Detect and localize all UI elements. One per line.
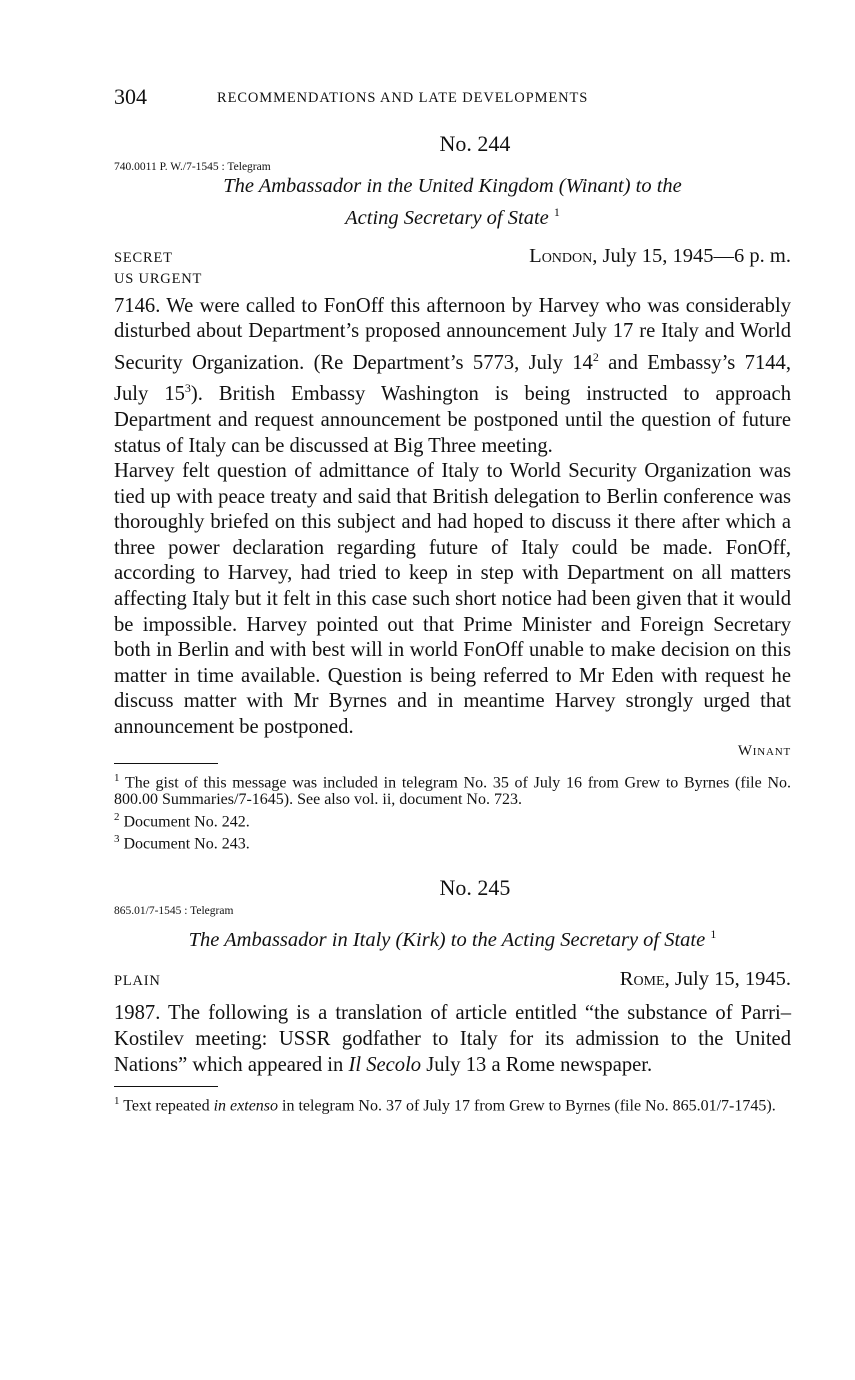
doc-244-para1-c: ). British Embassy Washington is being instructed to approach Department and request announcement be postponed until the question of future status of Italy can be discussed at Big Three meeting.: [114, 383, 791, 457]
doc-245-dateline-place: Rome: [619, 968, 665, 991]
footnote-text-b: in telegram No. 37 of July 17 from Grew to Byrnes (file No. 865.01/7-1745).: [278, 1097, 776, 1115]
doc-245-title-text: The Ambassador in Italy (Kirk) to the Acting Secretary of State: [188, 928, 706, 951]
doc-244-footnote-ref-3[interactable]: 3: [184, 381, 191, 396]
footnote-mark: 1: [114, 771, 120, 784]
footnote-mark: 3: [114, 832, 120, 845]
doc-244-title-line1: The Ambassador in the United Kingdom (Winant) to the: [223, 175, 682, 197]
doc-244-footnote-ref-2[interactable]: 2: [592, 350, 599, 365]
doc-244-body: [114, 294, 791, 741]
doc-244-footnote-3: [114, 831, 791, 853]
footnote-rule: [114, 1086, 218, 1087]
footnote-text: Document No. 243.: [119, 835, 250, 853]
doc-244-para1-a: 7146. We were called to FonOff this afternoon by Harvey who was considerably disturbed about Department’s proposed announcement July 17 re Italy and World Security Organization. (Re Department’s 5773, July 14: [114, 294, 791, 374]
footnote-mark: 2: [114, 810, 120, 823]
doc-245-footnote-1: [114, 1093, 791, 1115]
doc-244-classification: SECRET: [114, 249, 173, 266]
footnote-text-a: Text repeated: [119, 1097, 214, 1115]
doc-245-paragraph-1: [114, 1001, 791, 1078]
doc-244-meta-row: [114, 245, 791, 268]
doc-244-priority: US URGENT: [114, 270, 203, 287]
doc-245-para1-b: July 13 a Rome newspaper.: [421, 1053, 653, 1076]
doc-244-paragraph-1: [114, 294, 791, 459]
doc-244-title-line2: Acting Secretary of State: [345, 206, 549, 229]
doc-245-newspaper-name: Il Secolo: [348, 1053, 422, 1076]
doc-245-dateline-rest: , July 15, 1945.: [664, 968, 791, 991]
doc-245-classification: PLAIN: [114, 973, 161, 990]
footnote-mark: 1: [114, 1095, 120, 1108]
doc-244-footnote-2: [114, 809, 791, 831]
doc-244-dateline-place: London: [529, 244, 593, 267]
doc-244-footnotes: [114, 770, 791, 853]
doc-244-para1-b: and Embassy’s 7144, July 15: [114, 351, 791, 406]
page-number: 304: [114, 84, 147, 109]
footnote-rule: [114, 763, 218, 764]
doc-244-file-ref: 740.0011 P. W./7-1545 : Telegram: [114, 161, 271, 173]
running-head: [114, 84, 791, 114]
doc-245-footnotes: [114, 1093, 791, 1115]
footnote-text-italic: in extenso: [213, 1097, 279, 1115]
doc-245-meta-row: [114, 968, 791, 991]
doc-245-file-ref: 865.01/7-1545 : Telegram: [114, 904, 234, 917]
doc-245-title: [114, 921, 791, 953]
doc-244-footnote-1: [114, 770, 791, 809]
doc-244-dateline: [529, 245, 791, 268]
doc-245-body: [114, 1001, 791, 1078]
running-head-title: RECOMMENDATIONS AND LATE DEVELOPMENTS: [217, 90, 589, 106]
footnote-text: Document No. 242.: [119, 813, 250, 831]
doc-244-paragraph-2: Harvey felt question of admittance of Italy to World Security Organization was tied up with peace treaty and said that British delegation to Berlin conference was thoroughly briefed on this subject and had hoped to discuss it there after which a three power declaration regarding future of Italy could be made. FonOff, according to Harvey, had tried to keep in step with Department on all matters affecting Italy but it felt in this case such short notice had been given that it would be impossible. Harvey pointed out that Prime Minister and Foreign Secretary both in Berlin and with best will in world FonOff unable to make decision on this matter in time available. Question is being referred to Mr Eden with request he discuss matter with Mr Byrnes and in meantime Harvey strongly urged that announcement be postponed.: [114, 460, 791, 739]
doc-244-title-footnote-ref[interactable]: 1: [553, 205, 560, 219]
doc-245-title-footnote-ref[interactable]: 1: [710, 926, 717, 941]
doc-245-number: No. 245: [439, 874, 511, 900]
doc-244-number: No. 244: [439, 131, 511, 156]
doc-244-title: [114, 173, 791, 231]
doc-244-dateline-rest: , July 15, 1945—6 p. m.: [592, 244, 791, 267]
document-page: [114, 84, 791, 1115]
doc-245-dateline: [620, 968, 791, 991]
doc-245-para1-a: 1987. The following is a translation of article entitled “the substance of Parri–Kostilev meeting: USSR godfather to Italy for its admission to the United Nations” which appeared in: [114, 1002, 791, 1076]
doc-244-signature: Winant: [737, 742, 791, 759]
footnote-text: The gist of this message was included in telegram No. 35 of July 16 from Grew to Byrnes (file No. 800.00 Summaries/7-1645). See also vol. ii, document No. 723.: [114, 773, 791, 809]
